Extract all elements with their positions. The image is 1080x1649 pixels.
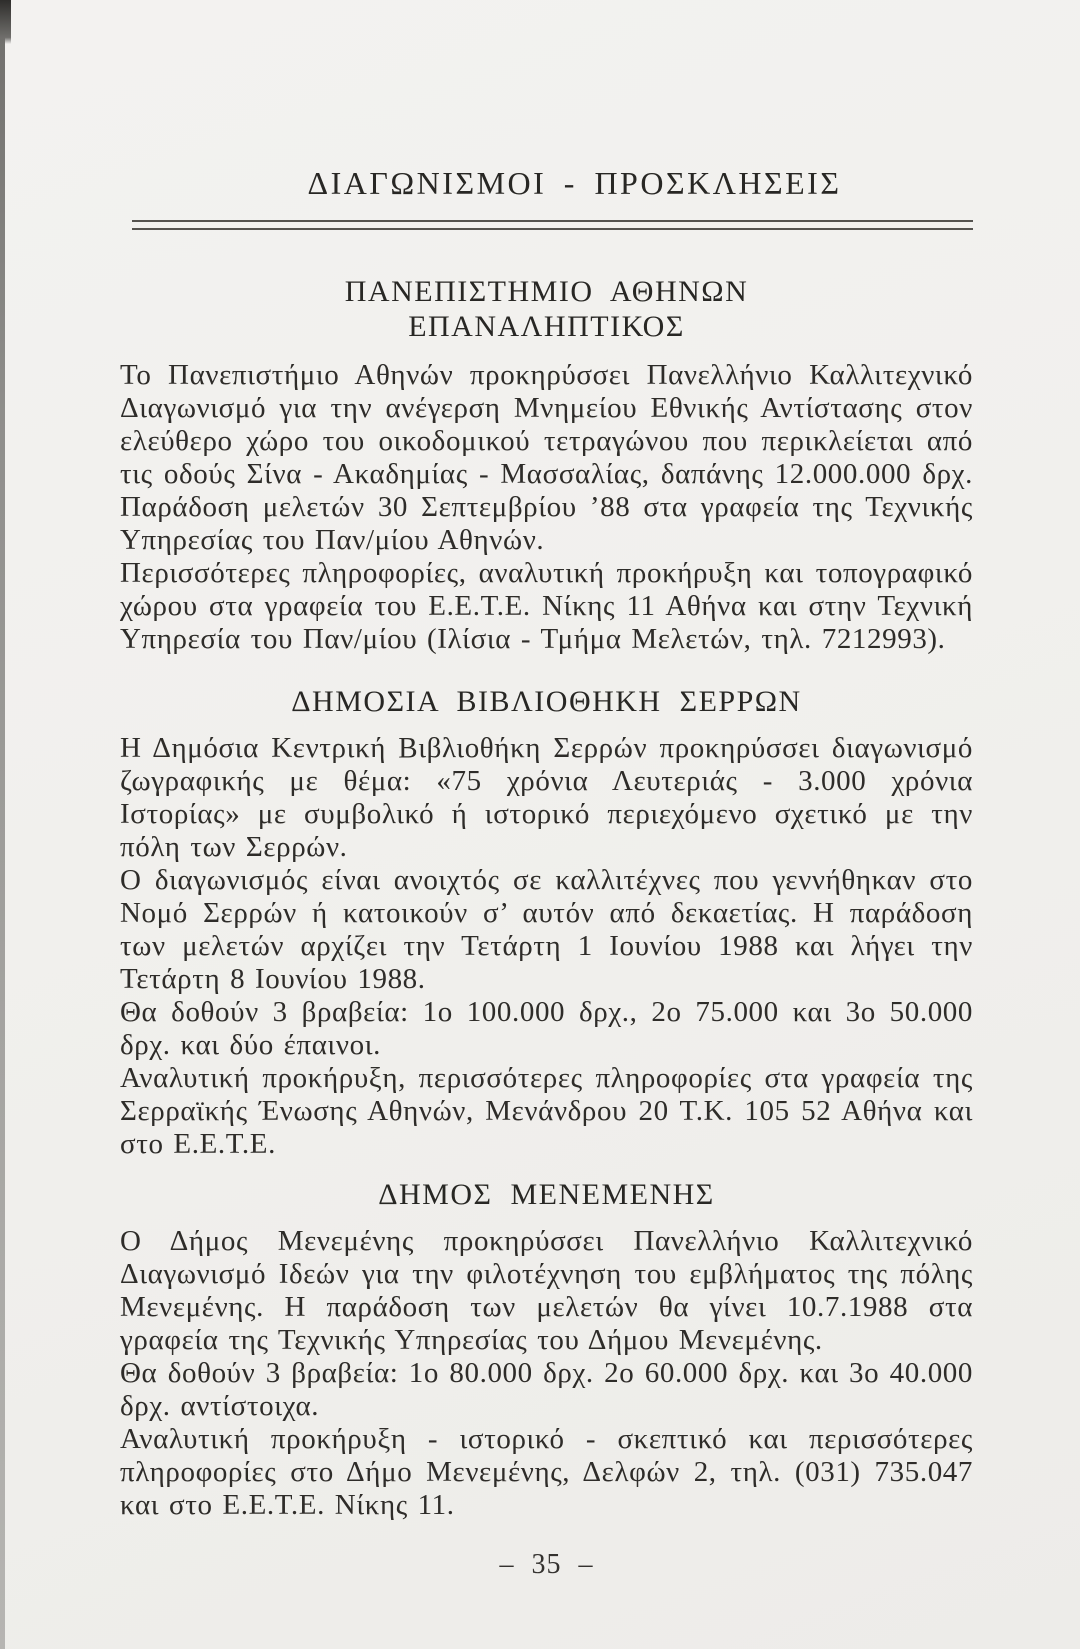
page-title: ΔΙΑΓΩΝΙΣΜΟΙ - ΠΡΟΣΚΛΗΣΕΙΣ	[307, 165, 842, 201]
page-number: – 35 –	[499, 1549, 594, 1580]
paragraph: Θα δοθούν 3 βραβεία: 1ο 80.000 δρχ. 2ο 60.000 δρχ. και 3ο 40.000 δρχ. αντίστοιχα.	[120, 1357, 973, 1422]
paragraph: Αναλυτική προκήρυξη - ιστορικό - σκεπτικό και περισσότερες πληροφορίες στο Δήμο Μενεμένης, Δελφών 2, τηλ. (031) 735.047 και στο Ε.Ε.Τ.Ε. Νίκης 11.	[120, 1423, 973, 1521]
paragraph: Η Δημόσια Κεντρική Βιβλιοθήκη Σερρών προκηρύσσει διαγωνισμό ζωγραφικής με θέμα: «75 χρόνια Λευτεριάς - 3.000 χρόνια Ιστορίας» με συμβολικό ή ιστορικό περιεχόμενο σχετικό με την πόλη των Σερρών.	[120, 732, 973, 863]
scan-edge-artifact	[0, 0, 5, 1649]
scan-corner-artifact	[0, 0, 11, 44]
section-heading-university	[120, 274, 973, 344]
rule-line-bottom	[132, 228, 973, 230]
section-heading-line: ΔΗΜΟΣΙΑ ΒΙΒΛΙΟΘΗΚΗ ΣΕΡΡΩΝ	[291, 685, 802, 718]
header-double-rule	[132, 220, 973, 230]
section-heading-municipality	[120, 1177, 973, 1212]
paragraph: Περισσότερες πληροφορίες, αναλυτική προκήρυξη και τοπογραφικό χώρου στα γραφεία του Ε.Ε.Τ.Ε. Νίκης 11 Αθήνα και στην Τεχνική Υπηρεσία του Παν/μίου (Ιλίσια - Τμήμα Μελετών, τηλ. 7212993).	[120, 557, 973, 655]
section-heading-line: ΕΠΑΝΑΛΗΠΤΙΚΟΣ	[408, 310, 685, 343]
paragraph: Ο Δήμος Μενεμένης προκηρύσσει Πανελλήνιο Καλλιτεχνικό Διαγωνισμό Ιδεών για την φιλοτέχνηση του εμβλήματος της πόλης Μενεμένης. Η παράδοση των μελετών θα γίνει 10.7.1988 στα γραφεία της Τεχνικής Υπηρεσίας του Δήμου Μενεμένης.	[120, 1225, 973, 1356]
paragraph: Το Πανεπιστήμιο Αθηνών προκηρύσσει Πανελλήνιο Καλλιτεχνικό Διαγωνισμό για την ανέγερση Μνημείου Εθνικής Αντίστασης στον ελεύθερο χώρο του οικοδομικού τετραγώνου που περικλείεται από τις οδούς Σίνα - Ακαδημίας - Μασσαλίας, δαπάνης 12.000.000 δρχ. Παράδοση μελετών 30 Σεπτεμβρίου ’88 στα γραφεία της Τεχνικής Υπηρεσίας του Παν/μίου Αθηνών.	[120, 359, 973, 556]
section-university-of-athens	[120, 274, 973, 656]
paragraph: Αναλυτική προκήρυξη, περισσότερες πληροφορίες στα γραφεία της Σερραϊκής Ένωσης Αθηνών, Μενάνδρου 20 Τ.Κ. 105 52 Αθήνα και στο Ε.Ε.Τ.Ε.	[120, 1062, 973, 1160]
section-municipality-menemeni	[120, 1177, 973, 1522]
page-content	[120, 0, 973, 1522]
section-heading-library	[120, 684, 973, 719]
paragraph: Ο διαγωνισμός είναι ανοιχτός σε καλλιτέχνες που γεννήθηκαν στο Νομό Σερρών ή κατοικούν σ’ αυτόν από δεκαετίας. Η παράδοση των μελετών αρχίζει την Τετάρτη 1 Ιουνίου 1988 και λήγει την Τετάρτη 8 Ιουνίου 1988.	[120, 864, 973, 995]
section-public-library-serres	[120, 684, 973, 1161]
paragraph: Θα δοθούν 3 βραβεία: 1ο 100.000 δρχ., 2ο 75.000 και 3ο 50.000 δρχ. και δύο έπαινοι.	[120, 996, 973, 1061]
section-heading-line: ΔΗΜΟΣ ΜΕΝΕΜΕΝΗΣ	[378, 1178, 715, 1211]
section-heading-line: ΠΑΝΕΠΙΣΤΗΜΙΟ ΑΘΗΝΩΝ	[344, 275, 749, 308]
